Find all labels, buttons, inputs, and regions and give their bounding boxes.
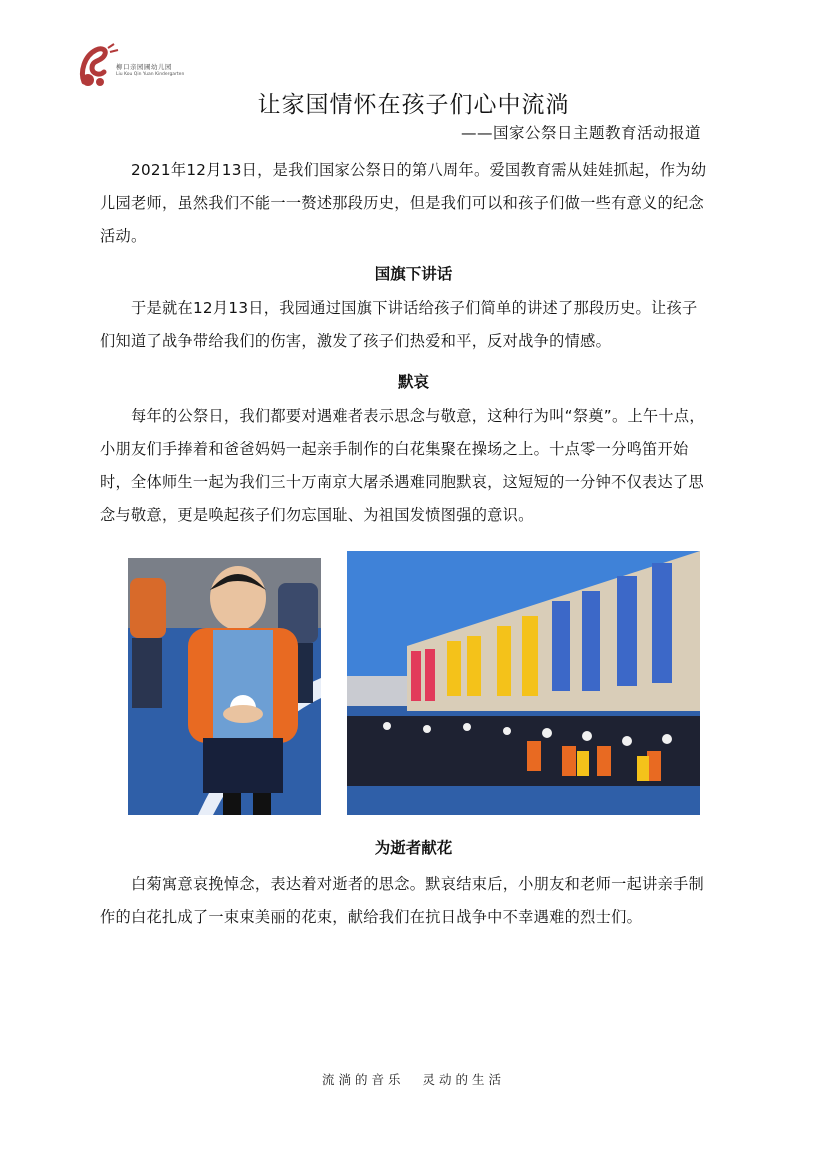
section1-heading: 国旗下讲话	[374, 265, 453, 283]
logo-name-cn: 柳口亲园圃幼儿园	[116, 63, 172, 71]
photo-school-playground	[347, 551, 700, 815]
section2-heading: 默哀	[397, 373, 429, 391]
page-title: 让家国情怀在孩子们心中流淌	[257, 92, 570, 118]
section1-paragraph: 于是就在12月13日，我园通过国旗下讲话给孩子们简单的讲述了那段历史。让孩子们知道了战争带给我们的伤害，激发了孩子们热爱和平，反对战争的情感。	[100, 299, 698, 350]
section2-paragraph: 每年的公祭日，我们都要对遇难者表示思念与敬意，这种行为叫“祭奠”。上午十点，小朋友们手捧着和爸爸妈妈一起亲手制作的白花集聚在操场之上。十点零一分鸣笛开始时，全体师生一起为我们三十万南京大屠杀遇难同胞默哀，这短短的一分钟不仅表达了思念与敬意，更是唤起孩子们勿忘国耻、为祖国发愤图强的意识。	[100, 407, 705, 524]
logo-name-en: Liu Kou Qin Yuan Kindergarten	[116, 71, 185, 77]
section3-heading: 为逝者献花	[374, 839, 453, 857]
logo-text	[116, 64, 184, 77]
page-footer	[0, 1070, 827, 1088]
intro-paragraph: 2021年12月13日，是我们国家公祭日的第八周年。爱国教育需从娃娃抓起，作为幼儿园老师，虽然我们不能一一赘述那段历史，但是我们可以和孩子们做一些有意义的纪念活动。	[100, 161, 707, 245]
page-subtitle: ——国家公祭日主题教育活动报道	[460, 124, 701, 142]
footer-right-text: 灵动的生活	[422, 1072, 506, 1087]
section3-paragraph: 白菊寓意哀挽悼念，表达着对逝者的思念。默哀结束后，小朋友和老师一起讲亲手制作的白花扎成了一束束美丽的花束，献给我们在抗日战争中不幸遇难的烈士们。	[100, 875, 705, 926]
photo-child-with-flower	[128, 558, 321, 815]
footer-left-text: 流淌的音乐	[321, 1072, 405, 1087]
